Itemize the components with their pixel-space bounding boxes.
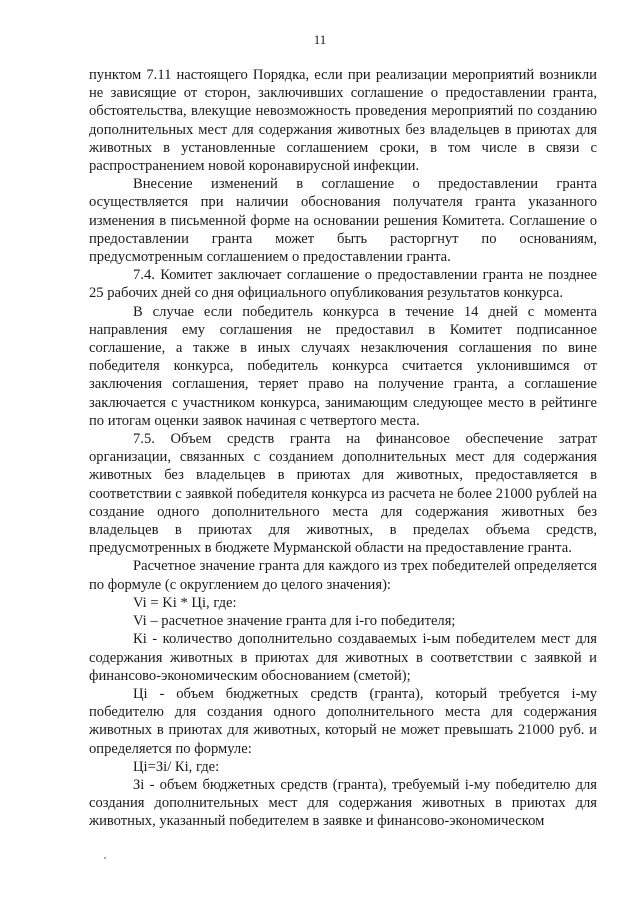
definition-zi: Зi - объем бюджетных средств (гранта), требуемый i-му победителю для создания дополнительных мест для содержания животных в приютах для животных, указанный победителем в заявке и финансово-экономическом [89,776,597,830]
definition-ki: Кi - количество дополнительно создаваемых i-ым победителем мест для содержания животных в приютах для животных в соответствии с заявкой и финансово-экономическим обоснованием (сметой); [89,631,597,684]
definition-vi: Vi – расчетное значение гранта для i-го победителя; [133,613,456,630]
paragraph-4: В случае если победитель конкурса в течение 14 дней с момента направления ему соглашения не предоставил в Комитет подписанное соглашение, а также в иных случаях незаключения соглашения по вине победителя конкурса, победитель конкурса считается уклонившимся от заключения соглашения, теряет право на получение гранта, а соглашение заключается с участником конкурса, занимающим следующее место в рейтинге по итогам оценки заявок начиная с четвертого места. [89,303,597,429]
formula-ci: Цi=Зi/ Кi, где: [133,758,220,775]
definition-ci: Цi - объем бюджетных средств (гранта), который требуется i-му победителю для создания одного дополнительного места для содержания животных в приютах для животных, который не может превышать 21000 руб. и определяется по формуле: [89,685,597,757]
document-body [89,66,597,831]
page-number: 11 [313,32,327,47]
paragraph-6: Расчетное значение гранта для каждого из трех победителей определяется по формуле (с округлением до целого значения): [89,558,597,593]
paragraph-3: 7.4. Комитет заключает соглашение о предоставлении гранта не позднее 25 рабочих дней со дня официального опубликования результатов конкурса. [89,267,597,302]
paragraph-5: 7.5. Объем средств гранта на финансовое обеспечение затрат организации, связанных с созданием дополнительных мест для содержания животных без владельцев в приютах для животных, предоставляется в соответствии с заявкой победителя конкурса из расчета не более 21000 рублей на создание одного дополнительного места для содержания животных без владельцев в приютах для животных, в пределах объема средств, предусмотренных в бюджете Мурманской области на предоставление гранта. [89,431,597,557]
scan-speck [104,857,106,859]
paragraph-1: пунктом 7.11 настоящего Порядка, если при реализации мероприятий возникли не зависящие от сторон, заключивших соглашение о предоставлении гранта, обстоятельства, влекущие невозможность проведения мероприятий по созданию дополнительных мест для содержания животных без владельцев в приютах для животных в установленные соглашением сроки, в том числе в связи с распространением новой коронавирусной инфекции. [89,67,597,175]
paragraph-2: Внесение изменений в соглашение о предоставлении гранта осуществляется при наличии обоснования получателя гранта указанного изменения в письменной форме на основании решения Комитета. Соглашение о предоставлении гранта может быть расторгнут по основаниям, предусмотренным соглашением о предоставлении гранта. [89,176,597,266]
formula-vi: Vi = Ki * Цi, где: [133,594,237,611]
